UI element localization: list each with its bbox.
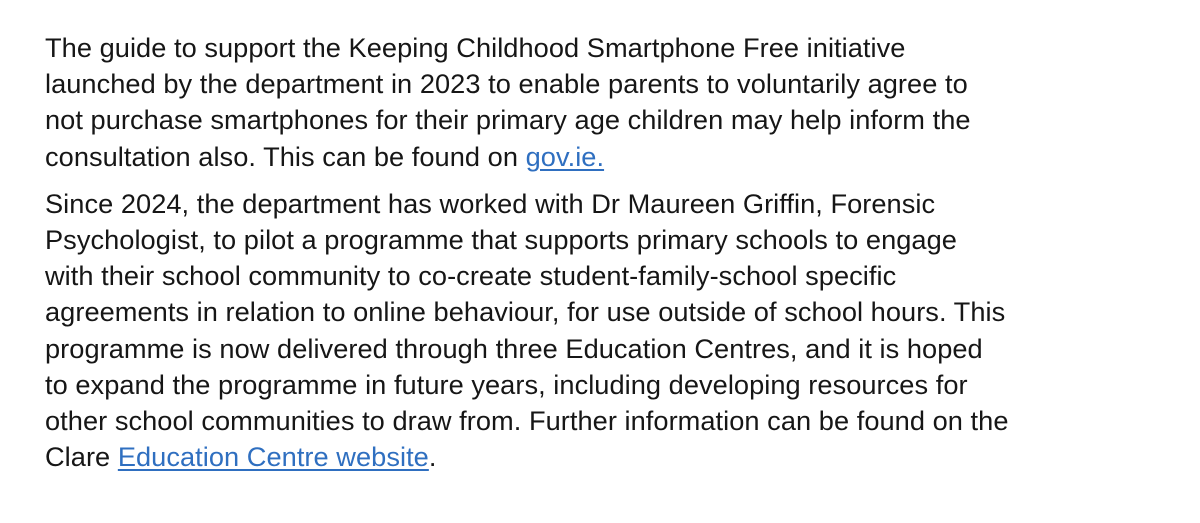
text-line-suffix: . [428,441,437,473]
text-line: other school communities to draw from. Further information can be found on the [45,405,1009,437]
text-line-prefix: consultation also. This can be found on [45,140,526,172]
text-line: not purchase smartphones for their primary age children may help inform the [45,104,971,136]
text-line: with their school community to co-create student-family-school specific [45,260,897,292]
text-line: Psychologist, to pilot a programme that supports primary schools to engage [45,224,957,256]
gov-ie-link[interactable]: gov.ie. [525,140,605,172]
paragraph-smartphone-free-guide [45,30,1160,175]
text-line-prefix: Clare [45,441,118,473]
text-line: to expand the programme in future years, including developing resources for [45,368,968,400]
text-line: programme is now delivered through three Education Centres, and it is hoped [45,332,983,364]
text-line: agreements in relation to online behaviour, for use outside of school hours. This [45,296,1006,328]
text-line: launched by the department in 2023 to enable parents to voluntarily agree to [45,68,968,100]
text-line: Since 2024, the department has worked with Dr Maureen Griffin, Forensic [45,187,936,219]
text-line-with-link [45,439,1160,475]
education-centre-website-link[interactable]: Education Centre website [117,441,429,473]
text-line-with-link [45,139,1160,175]
paragraph-griffin-programme [45,186,1160,476]
text-line: The guide to support the Keeping Childhood Smartphone Free initiative [45,32,906,63]
